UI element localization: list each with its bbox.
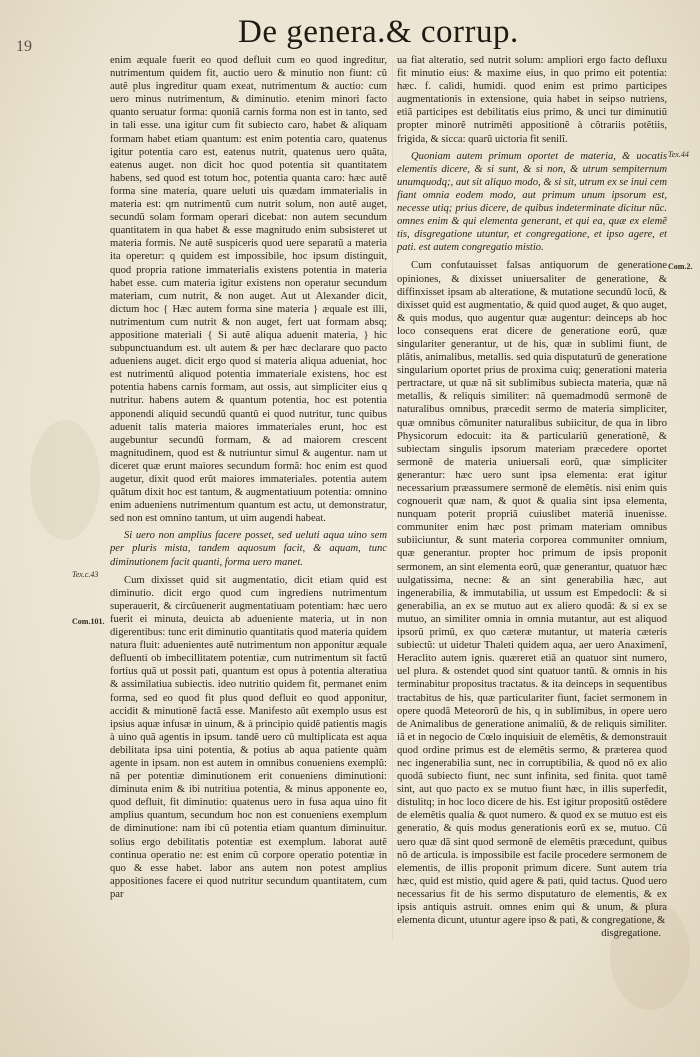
- margin-note-comm-2: Com.2.: [668, 262, 693, 271]
- commentary-paragraph: Cum confutauisset falsas antiquorum de generatione opiniones, & dixisset uniuersaliter de generatione, & diffinxisset ipsam ab alteratione, & mutatione secundũ locũ, & dixisset quid est augmentatio, & quid quod auget, & quo auget, & quis modus, quo augentur quæ augentur: deinceps ab hoc loco consequens erat dicere de generatione eorũ, quæ singulariter generantur, ut de his, quæ in sublimi fiunt, de plãtis, animalibus, metallis. sed quia disputaturũ de generatione singularium oportet prius de proxima cuiq; generationi materia pertractare, ut quæ nã sit sublimibus subiecta materia, quæ nã metallis, & reliquis similiter: nã quemadmodũ sermonẽ de naturalibus omnibus, præcedit sermo de materia simpliciter, quæ omnibus cõmuniter naturalibus subiicitur, de qua in libro Physicorum edocuit: ita & particulariũ generationẽ, & subiectam singulis ipsorum materiam præcedere oportet sermonẽ de materia uniuersali eorũ, quæ simpliciter generantur: hæc uero sunt ipsa elementa: erat igitur necessarium præassumere sermonẽ de elemẽtis. nisi enim quis cognouerit quæ nam, & quot & qualia sint ipsa elementa, nunquam poterit propriã cuiuslibet materiã inuenisse. communiter enim hæc post primam materiam omnibus subiiciuntur, & sunt materia corporea communiter omnium, quæ generantur. propter hoc primum de ipsis proponit sermonem, an sint elementa eorũ, quæ generantur, quatuor hæc uulgatissima, necne: & an sint generabilia hæc, aut ingenerabilia, & immutabilia, ut ussum est Empedocli: & si generabilia, an ex se mutuo aut ex aliero quodã: & si ex se mutuo, an similiter omnia in omnia mutantur, aut est aliquod ipsorũ primũ, ex quo cæteræ mutantur, ut materia cæteris subiectũ: ut uidetur Thaleti quidem aqua, aer uero Anaximenĩ, Heraclito autem ignis. quæreret etiã an quatuor sint numero, uel plura. & ostendet quod sint quatuor tantũ. & omnis in his terminabitur propositus tractatus. & ita deinceps in sequentibus tractabitus de his, quæ particulariter fiunt, faciet sermonem in opere quodã Meteororũ de his, q in sublimibus, in opere uero de Animalibus de generatione animaliũ, & de reliquis similiter. iã et in negocio de Cœlo inquisiuit de elemẽtis, & demonstrauit quod ordine primus est de elemẽtis sermo, & præterea quod nec ingenerabilia sunt, nec in corruptibilia, & quod nõ ex alio quodã subiecto fiunt, nec sunt infinita, sed finita. quot tamẽ sint, aut quo pacto ex se mutuo fiunt hæc, in illis superfedit, distulitq; in hoc loco dicere de his. Est igitur propositũ ostẽdere de elemẽtis qualia & quot numero. & quod ex se mutuo est eis generatio, & quis modus generationis eorũ ex se, mutuo. Cũ uero quæ dã sint quod sermonẽ de elemẽtis præcedunt, quibus nõ de articula. is impossibile est facile procedere sermonem de elementis, de illis proponit primum dicere. Sunt autem tria hæc, quid est mistio, quid agere & pati, quid tactus. Quod uero necessarius fit de his sermo disputaturo de elementis, & ex ipsis antiquis astruit. omnes enim qui & unum, & plura elementa dicunt, utuntur agere ipso & pati, & congregatione, &: [397, 260, 667, 927]
- commentary-paragraph: ua fiat alteratio, sed nutrit solum: ampliori ergo facto defluxu fit minutio eius: & maxime eius, in quo primo eit potentia: hæc. f. calidi, humidi. quod enim est primo participes augmentationis in extensione, quia habet in seipso nutriens, etiã participes est debilitatis eius primo, & unci tur diminutiũ propter minorẽ nutrimẽti appositionẽ à cõtrariis potẽtiis, frigida, & sicca: quarũ uictoria fit senilĩ.: [397, 55, 667, 145]
- closing-word: disgregatione.: [601, 928, 661, 940]
- margin-note-text-44: Tex.44: [668, 150, 689, 159]
- commentary-paragraph: enim æquale fuerit eo quod defluit cum eo quod ingreditur, nutrimentum quidem fit, auctio uero & minutio non fiunt: cũ autẽ plus ingreditur quam exeat, nutrimentum & auctio: cum uero minus nutrimentum, & diminutio. etenim minori facto quanto seruatur forma: quoniã carnis forma non est in tanto, sed in tali esse. una igitur cum fit subiecto caro, habet & aliquam formam habet etiam quantum: est enim potentia caro, quatenus igitur potentia caro est, eatenus nutrit, quatenus uero quãta, eatenus auget. non dicit hoc quod potentia sit quantitatem habens, sed quod est totum hoc, potentia quanta caro: hæc autẽ forma sine materia, quare ueluti uis quædam immaterialis in materia est: qm nutrimentũ cum nutrit solum, non autẽ auget, secundũ solam formam operari dicebat: non autem secundum quantitatem in qua habet & esse magnitudo enim subsisteret ut materia formis. Ne autẽ suspiceris quod uere separatũ a materia ita operetur: q quidem est impossibile, hoc ipsum distinguit, quod propria ratione immaterialis existens potentia in materia habet esse. cum materia igitur existens non operatur secundum materiam, cum nutrit, & non auget. Aut ut Alexander dicit, dictum hoc { Hæc autem forma sine materia } æquale est illi, nutrimentum cum nutrit & non auget, fert uat formam absq; appositione materiali { Si autẽ aliqua aduenit materia, } hic subpunctuandum est. ult autem & per hæc declarare quo pacto adueniens auget. dicit ergo quod si materia aliqua adueniat, hoc est nutrimentũ aliquod potentia immateriale existens, hoc est potentia habens carnis formam, aut ossis, aut simpliciter eius q nutritur. habens autem & quantum potentia, hoc est potentia apponendi aliquid secundũ quantũ ei quod nutritur, tunc quibus aduenit talis materia maiores immateriales erunt, hoc est augebuntur secundũ formam, & ad maiorem crescent magnitudinem, quod est & nutriuntur simul & augentur. nam ut diceret quæ erunt maiores secundum formã: hoc enim est quod augetur, dixit quod erũt maiores immateriales. potentia autem quãtum dixit hoc est tantum, & augmentatiuum potentia: omnino enim adueniens nutrimentum quantum est actu, ut demonstratur, sed non est omnino tantum, ut uim augendi habeat.: [110, 55, 387, 525]
- text-lemma: Si uero non amplius facere posset, sed ueluti aqua uino sem per pluris mista, tandem aquosum facit, & aquam, tunc diminutionem facit quanti, forma uero manet.: [110, 530, 387, 568]
- right-column: [397, 54, 667, 940]
- running-header-title: De genera.& corrup.: [238, 14, 519, 50]
- text-lemma: Quoniam autem primum oportet de materia, & uocatis elementis dicere, & si sunt, & si non, & utrum sempiternum unumquodq;, aut sit aliquo modo, & si sit, utrum ex se inui cem fiant omnia eodem modo, aut primum unum ipsorum est, necesse utiq; prius dicere, de quibus indeterminate dicitur nũc. omnes enim & qui elementa generant, et qui ea, quæ ex elemẽ tis, disgregatione utuntur, et congregatione, et ipso agere, et pati. est autem congregatio mistio.: [397, 150, 667, 254]
- margin-note-comm-101: Com.101.: [72, 617, 105, 626]
- paper-stain: [30, 420, 100, 540]
- page-number: 19: [16, 38, 32, 55]
- left-column: [110, 54, 387, 901]
- margin-note-text-43: Tex.c.43: [72, 570, 99, 579]
- commentary-paragraph: Cum dixisset quid sit augmentatio, dicit etiam quid est diminutio. dicit ergo quod cum ingrediens nutrimentum superauerit, & circũuenerit augmentatiuam potentiam: hæc uero fuerit ei minuta, deuicta ab adueniente materia, ut in non digerentibus: tunc erit diminutio quantitatis quod materia quidem natura fluit: aduenientes autẽ nutrimentum non apponitur æquale defluenti ob imbecillitatem potentiæ, cum nutrimentum sit factũ fortius quã ut possit pati, quantum est opus à potentia alteratiua & assimilatiua subiectis. ideo nutritio quidem fit, permanet enim forma, sed eo quod fit plus quod defluit eo quod apponitur, accidit & minutionẽ factã esse. Manifesto aũt exemplo usus est ipsius aquæ infusæ in uinum, & à principio quidẽ patientis magis à uino quã agentis in ipsum. tandẽ uero cũ multiplicata est aqua debilitata ipsa uini potentia, & potius ab aqua patiente quàm agente in ipsam. non est autem in omnibus conueniens exemplũ: nã per potentiæ diminutionem erit conueniens diminutioni: diminuta enim & ibi nutritiua potentia, & minus apponente eo, quod defluit, fit diminutio: quatenus uero in fusa aqua uino fit amplius quantum, secundum hoc non est conueniens exemplum de diminutione: nam ibi cũ potentia etiam quantum diminuitur. solius ergo debilitatis potentiæ est exemplum. laborat autẽ continua operatio ne: est enim cũ corpore operatio potentiæ in quo & esse habet. labor ans autem non potest amplius appositiones facere ei quod nutritur secundum quantitatem, cum par: [110, 574, 387, 900]
- column-gutter: [392, 60, 393, 940]
